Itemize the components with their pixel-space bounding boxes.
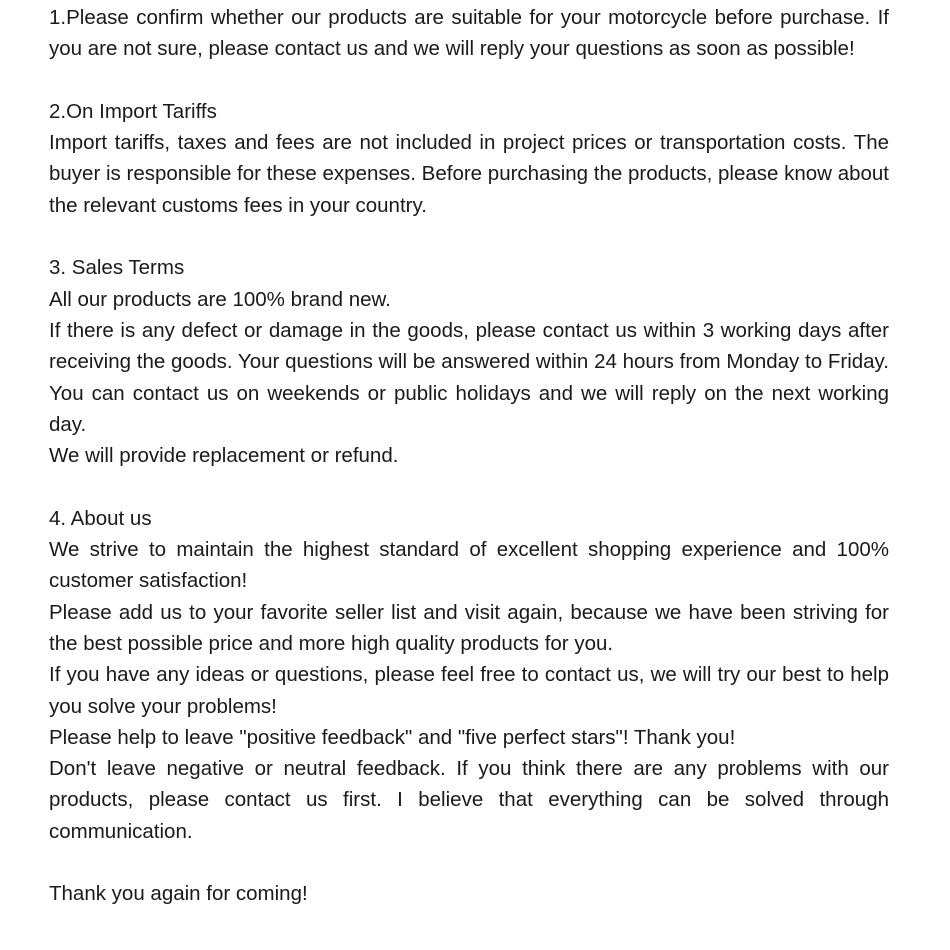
seller-policy-document — [49, 2, 889, 910]
about-us-feedback-paragraph: Please help to leave "positive feedback" and "five perfect stars"! Thank you! — [49, 725, 736, 749]
about-us-heading: 4. About us — [49, 506, 152, 530]
section-gap — [49, 221, 889, 252]
sales-terms-heading: 3. Sales Terms — [49, 256, 185, 280]
about-us-negative-feedback-paragraph: Don't leave negative or neutral feedback. If you think there are any problems with our products, please contact us first. I believe that everything can be solved through communication. — [49, 757, 889, 843]
section-gap — [49, 65, 889, 96]
section-gap — [49, 471, 889, 502]
section-gap — [49, 847, 889, 878]
import-tariffs-paragraph: Import tariffs, taxes and fees are not included in project prices or transportation costs. The buyer is responsible for these expenses. Before purchasing the products, please know about the relevant customs fees in your country. — [49, 131, 889, 217]
sales-terms-brand-new-paragraph: All our products are 100% brand new. — [49, 287, 391, 311]
import-tariffs-heading: 2.On Import Tariffs — [49, 99, 217, 123]
about-us-standard-paragraph: We strive to maintain the highest standard of excellent shopping experience and 100% customer satisfaction! — [49, 538, 889, 593]
about-us-contact-paragraph: If you have any ideas or questions, please feel free to contact us, we will try our best to help you solve your problems! — [49, 663, 889, 718]
about-us-favorite-paragraph: Please add us to your favorite seller list and visit again, because we have been striving for the best possible price and more high quality products for you. — [49, 600, 889, 655]
sales-terms-replacement-paragraph: We will provide replacement or refund. — [49, 444, 399, 468]
confirm-compatibility-paragraph: 1.Please confirm whether our products are suitable for your motorcycle before purchase. If you are not sure, please contact us and we will reply your questions as soon as possible! — [49, 6, 889, 61]
sales-terms-defect-paragraph: If there is any defect or damage in the goods, please contact us within 3 working days after receiving the goods. Your questions will be answered within 24 hours from Monday to Friday. You can contact us on weekends or public holidays and we will reply on the next working day. — [49, 318, 889, 436]
closing-thanks-paragraph: Thank you again for coming! — [49, 882, 308, 906]
